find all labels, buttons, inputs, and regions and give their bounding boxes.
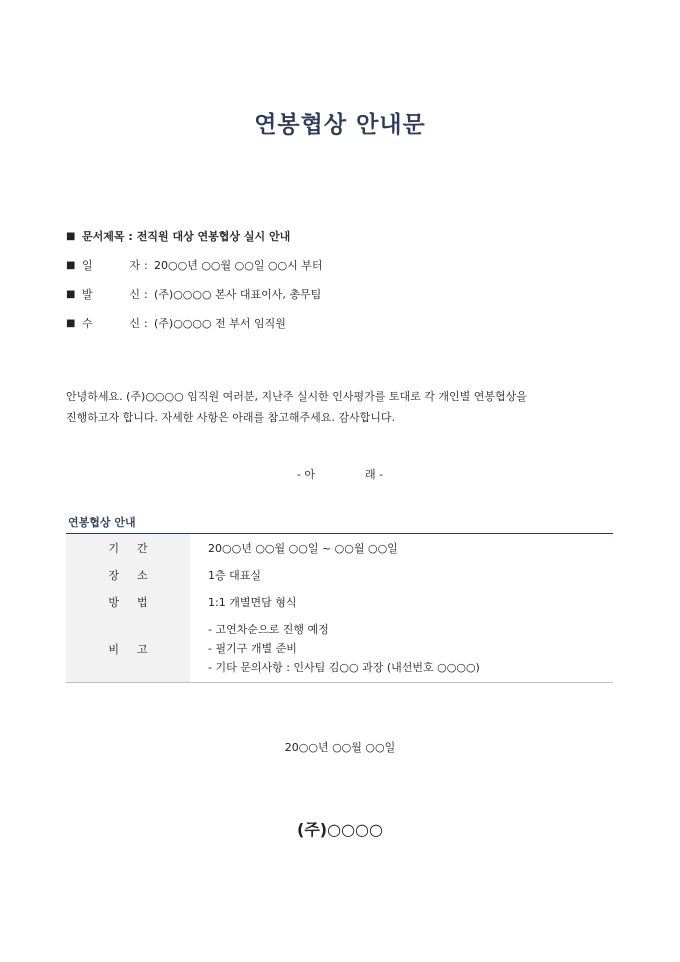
table-header-cell [66, 534, 190, 561]
bullet-icon: ■ [66, 230, 76, 242]
meta-subject-value: 전직원 대상 연봉협상 실시 안내 [136, 229, 291, 243]
ara-right: 래 - [365, 468, 384, 481]
document-title: 연봉협상 안내문 [254, 112, 426, 138]
table-row [66, 588, 613, 615]
meta-date-label-a: 일 [82, 258, 93, 272]
bullet-icon: ■ [66, 259, 76, 271]
greeting-line-1: 안녕하세요. (주)○○○○ 임직원 여러분, 지난주 실시한 인사평가를 토대로 각 개인별 연봉협상을 [66, 390, 527, 403]
meta-subject-label: 문서제목 : [82, 229, 133, 243]
ara-heading [0, 466, 680, 482]
meta-colon: : [144, 316, 148, 330]
method-label-a: 방 [108, 595, 119, 609]
meta-sender-value: (주)○○○○ 본사 대표이사, 총무팀 [154, 287, 322, 301]
greeting-paragraph [66, 386, 626, 428]
meta-recipient-row [66, 309, 323, 338]
table-header-cell [66, 561, 190, 588]
period-label-b: 간 [137, 541, 148, 555]
table-cell [190, 588, 613, 615]
meta-date-row [66, 251, 323, 280]
footer-date: 20○○년 ○○월 ○○일 [284, 741, 396, 754]
meta-date-label-b: 자 [129, 258, 140, 272]
note-label-b: 고 [137, 642, 148, 656]
bullet-icon: ■ [66, 317, 76, 329]
bullet-icon: ■ [66, 288, 76, 300]
table-row [66, 534, 613, 561]
place-value: 1층 대표실 [208, 568, 261, 582]
period-label-a: 기 [108, 541, 119, 555]
table-cell [190, 615, 613, 682]
meta-subject-row [66, 222, 323, 251]
meta-recipient-value: (주)○○○○ 전 부서 임직원 [154, 316, 286, 330]
meta-sender-row [66, 280, 323, 309]
table-cell [190, 534, 613, 561]
method-value: 1:1 개별면담 형식 [208, 595, 297, 609]
meta-recipient-label [82, 314, 140, 334]
table-row [66, 561, 613, 588]
note-line-2: - 필기구 개별 준비 [208, 642, 297, 655]
method-label-b: 법 [137, 595, 148, 609]
note-label-a: 비 [108, 642, 119, 656]
place-label-a: 장 [108, 568, 119, 582]
meta-sender-label-b: 신 [129, 287, 140, 301]
section-title: 연봉협상 안내 [68, 516, 136, 529]
table-header-cell [66, 588, 190, 615]
meta-colon: : [144, 287, 148, 301]
greeting-line-2: 진행하고자 합니다. 자세한 사항은 아래를 참고해주세요. 감사합니다. [66, 411, 395, 424]
place-label-b: 소 [137, 568, 148, 582]
table-cell [190, 561, 613, 588]
meta-sender-label-a: 발 [82, 287, 93, 301]
meta-recipient-label-b: 신 [129, 316, 140, 330]
info-table [66, 533, 613, 683]
note-line-1: - 고연차순으로 진행 예정 [208, 623, 329, 636]
ara-left: - 아 [296, 468, 315, 481]
document-meta [66, 222, 323, 338]
meta-colon: : [144, 258, 148, 272]
meta-date-value: 20○○년 ○○월 ○○일 ○○시 부터 [154, 258, 323, 272]
note-line-3: - 기타 문의사항 : 인사팀 김○○ 과장 (내선번호 ○○○○) [208, 661, 480, 674]
meta-date-label [82, 256, 140, 276]
meta-recipient-label-a: 수 [82, 316, 93, 330]
meta-sender-label [82, 285, 140, 305]
period-value: 20○○년 ○○월 ○○일 ~ ○○월 ○○일 [208, 541, 398, 555]
company-name: (주)○○○○ [297, 820, 383, 839]
table-header-cell [66, 615, 190, 682]
table-row [66, 615, 613, 682]
